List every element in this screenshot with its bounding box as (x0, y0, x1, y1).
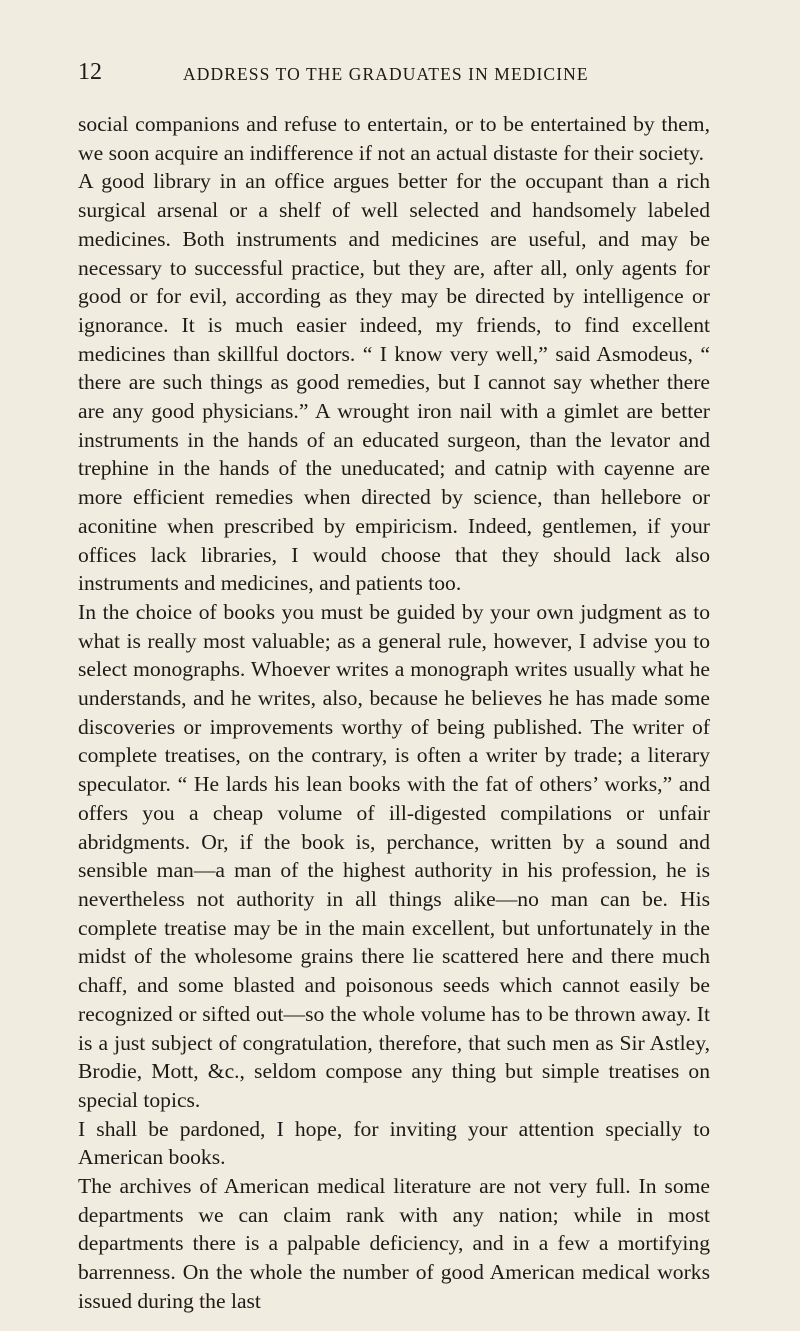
page-number: 12 (78, 59, 102, 85)
paragraph-library: A good library in an office argues better for the occupant than a rich surgical arsenal or a shelf of well selected and handsomely labeled medicines. Both instruments and medicines are useful, and may be necessary to successful practice, but they are, after all, only agents for good or for evil, according as they may be directed by intelligence or ignorance. It is much easier indeed, my friends, to find excellent medicines than skillful doctors. “ I know very well,” said Asmodeus, “ there are such things as good remedies, but I cannot say whether there are any good physicians.” A wrought iron nail with a gimlet are better instruments in the hands of an educated surgeon, than the levator and trephine in the hands of the uneducated; and catnip with cayenne are more efficient remedies when directed by science, than hellebore or aconitine when prescribed by empiricism. Indeed, gentlemen, if your offices lack libraries, I would choose that they should lack also instruments and medicines, and patients too. (78, 169, 710, 596)
body-text (78, 110, 710, 1316)
paragraph-american-books: I shall be pardoned, I hope, for inviting your attention specially to American books. (78, 1116, 710, 1170)
paragraph-continuation: social companions and refuse to entertain, or to be entertained by them, we soon acquire an indifference if not an actual distaste for their society. (78, 112, 710, 165)
running-title: ADDRESS TO THE GRADUATES IN MEDICINE (183, 64, 589, 84)
paragraph-choice-of-books: In the choice of books you must be guided by your own judgment as to what is really most valuable; as a general rule, however, I advise you to select monographs. Whoever writes a monograph writes usually what he understands, and he writes, also, because he believes he has made some discoveries or improvements worthy of being published. The writer of complete treatises, on the contrary, is often a writer by trade; a literary speculator. “ He lards his lean books with the fat of others’ works,” and offers you a cheap volume of ill-digested compilations or unfair abridgments. Or, if the book is, perchance, written by a sound and sensible man—a man of the highest authority in his profession, he is nevertheless not authority in all things alike—no man can be. His complete treatise may be in the main excellent, but unfortunately in the midst of the wholesome grains there lie scattered here and there much chaff, and some blasted and poisonous seeds which cannot easily be recognized or sifted out—so the whole volume has to be thrown away. It is a just subject of congratulation, therefore, that such men as Sir Astley, Brodie, Mott, &c., seldom compose any thing but simple treatises on special topics. (78, 599, 710, 1112)
paragraph-archives: The archives of American medical literature are not very full. In some departments we can claim rank with any nation; while in most departments there is a palpable deficiency, and in a few a mortifying barrenness. On the whole the number of good American medical works issued during the last (78, 1174, 710, 1313)
running-head (78, 54, 710, 90)
